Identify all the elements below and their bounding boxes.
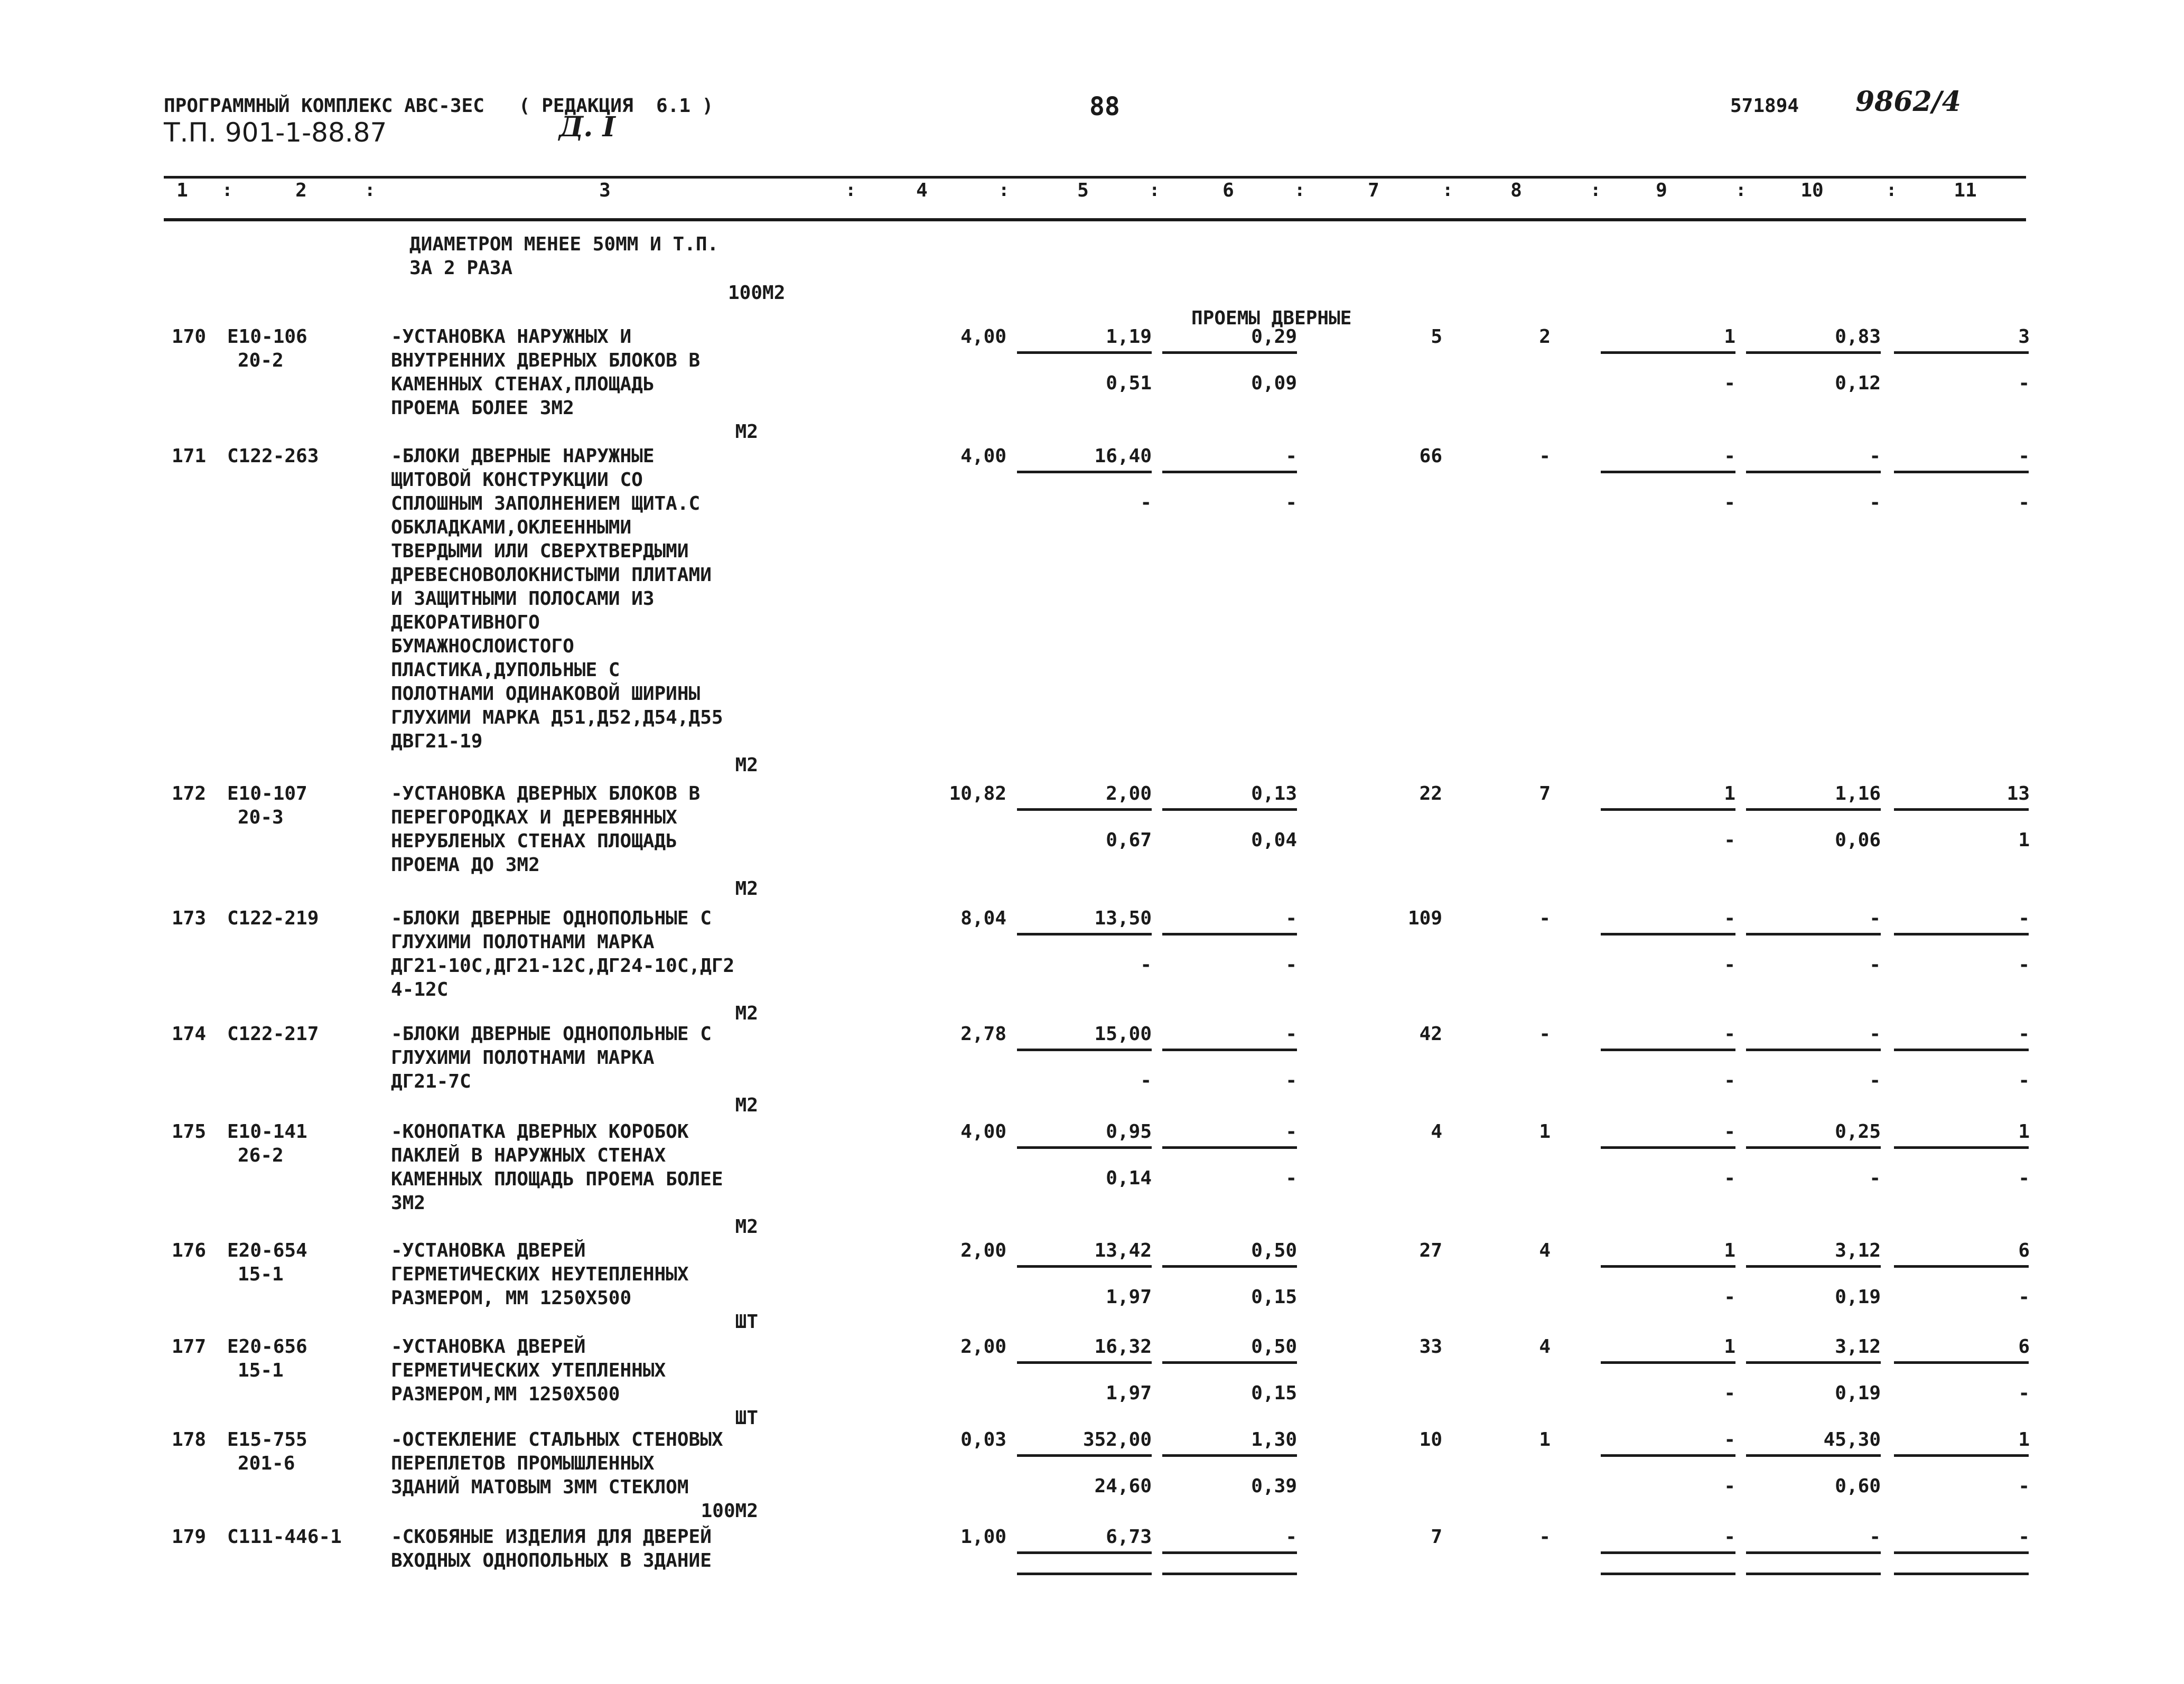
cell-col-4: 1,00 [960, 1526, 1006, 1548]
work-description: И ЗАЩИТНЫМИ ПОЛОСАМИ ИЗ [391, 588, 655, 610]
cell-col-6: - [1285, 1121, 1297, 1143]
cell-col-11: 1 [2018, 1429, 2030, 1451]
unit-of-measure: М2 [735, 421, 758, 443]
cell-col-10: - [1869, 1526, 1881, 1548]
cell-col-5: 13,50 [1094, 908, 1152, 929]
cell-col-6-lower: 0,15 [1251, 1382, 1297, 1404]
work-description: ДВГ21-19 [391, 731, 483, 752]
work-description: ВНУТРЕННИХ ДВЕРНЫХ БЛОКОВ В [391, 350, 701, 371]
column-number: 1 [176, 180, 188, 201]
work-description: ТВЕРДЫМИ ИЛИ СВЕРХТВЕРДЫМИ [391, 540, 689, 562]
cell-col-5: 2,00 [1106, 783, 1152, 804]
document-code: 571894 [1730, 95, 1799, 117]
cell-divider-rule [1746, 1361, 1881, 1364]
cell-col-11-lower: - [2018, 1382, 2030, 1404]
cell-col-9-lower: - [1724, 954, 1735, 976]
cell-col-5-lower: 1,97 [1106, 1286, 1152, 1308]
column-separator: : [222, 180, 233, 201]
cell-divider-rule [1017, 471, 1152, 473]
cell-col-9: 1 [1724, 783, 1735, 804]
row-number: 173 [172, 908, 207, 929]
work-description: ПЕРЕПЛЕТОВ ПРОМЫШЛЕННЫХ [391, 1453, 655, 1474]
cell-col-5: 16,40 [1094, 445, 1152, 467]
cell-col-9-lower: - [1724, 1070, 1735, 1091]
work-description: -БЛОКИ ДВЕРНЫЕ ОДНОПОЛЬНЫЕ С [391, 1023, 712, 1045]
cell-col-10-lower: - [1869, 1167, 1881, 1189]
cell-col-11: - [2018, 1023, 2030, 1045]
cell-col-6: - [1285, 1526, 1297, 1548]
cell-col-6: - [1285, 445, 1297, 467]
work-description: ДГ21-10С,ДГ21-12С,ДГ24-10С,ДГ2 [391, 955, 735, 977]
cell-col-9: - [1724, 1121, 1735, 1143]
work-description: ПЕРЕГОРОДКАХ И ДЕРЕВЯННЫХ [391, 807, 677, 828]
cell-col-9-lower: - [1724, 1475, 1735, 1497]
cell-divider-rule [1894, 1049, 2029, 1051]
cell-divider-rule [1601, 1361, 1735, 1364]
work-description: ПОЛОТНАМИ ОДИНАКОВОЙ ШИРИНЫ [391, 683, 701, 705]
cell-col-6: 0,29 [1251, 326, 1297, 348]
page-number: 88 [1089, 92, 1120, 121]
work-description: ГЛУХИМИ ПОЛОТНАМИ МАРКА [391, 931, 655, 953]
work-description: ВХОДНЫХ ОДНОПОЛЬНЫХ В ЗДАНИЕ [391, 1550, 712, 1571]
cell-col-4: 2,78 [960, 1023, 1006, 1045]
cell-col-7: 22 [1419, 783, 1442, 804]
cell-col-5: 0,95 [1106, 1121, 1152, 1143]
column-number: 8 [1510, 180, 1522, 201]
cell-col-5: 16,32 [1094, 1336, 1152, 1358]
cell-col-8: 4 [1539, 1240, 1551, 1261]
cell-divider-rule [1746, 1049, 1881, 1051]
section-title: ПРОЕМЫ ДВЕРНЫЕ [1191, 307, 1352, 329]
cell-col-11: 1 [2018, 1121, 2030, 1143]
cell-col-10-lower: - [1869, 954, 1881, 976]
column-number: 11 [1954, 180, 1977, 201]
cell-divider-rule [1746, 808, 1881, 811]
cell-col-8: - [1539, 1023, 1551, 1045]
price-code-sub: 20-2 [238, 350, 284, 371]
cell-divider-rule [1894, 808, 2029, 811]
cell-col-5: 6,73 [1106, 1526, 1152, 1548]
cell-divider-rule [1162, 1454, 1297, 1457]
cell-col-8: 4 [1539, 1336, 1551, 1358]
work-description: ГЕРМЕТИЧЕСКИХ НЕУТЕПЛЕННЫХ [391, 1264, 689, 1285]
column-number: 4 [916, 180, 928, 201]
work-description: ЩИТОВОЙ КОНСТРУКЦИИ СО [391, 469, 643, 491]
cell-divider-rule [1601, 1454, 1735, 1457]
row-number: 172 [172, 783, 207, 804]
cell-col-4: 4,00 [960, 445, 1006, 467]
cell-col-9: - [1724, 1429, 1735, 1451]
cell-col-11: - [2018, 1526, 2030, 1548]
column-number: 2 [295, 180, 307, 201]
work-description: ПРОЕМА БОЛЕЕ 3М2 [391, 397, 574, 419]
work-description: -УСТАНОВКА ДВЕРЕЙ [391, 1336, 586, 1358]
cell-col-6-lower: - [1285, 954, 1297, 976]
work-description: 3М2 [391, 1192, 426, 1214]
cell-divider-rule [1601, 351, 1735, 354]
cell-divider-rule [1017, 1573, 1152, 1575]
cell-divider-rule [1017, 1146, 1152, 1149]
cell-col-10-lower: 0,19 [1835, 1286, 1881, 1308]
column-number: 10 [1800, 180, 1824, 201]
cell-col-6-lower: - [1285, 1070, 1297, 1091]
cell-divider-rule [1894, 1361, 2029, 1364]
unit-of-measure: ШТ [735, 1407, 758, 1429]
work-description: РАЗМЕРОМ,ММ 1250Х500 [391, 1383, 620, 1405]
work-description: КАМЕННЫХ ПЛОЩАДЬ ПРОЕМА БОЛЕЕ [391, 1168, 723, 1190]
cell-col-7: 5 [1431, 326, 1442, 348]
cell-col-5: 352,00 [1082, 1429, 1152, 1451]
cell-divider-rule [1746, 1146, 1881, 1149]
cell-col-4: 4,00 [960, 326, 1006, 348]
column-number: 5 [1077, 180, 1089, 201]
column-number: 7 [1368, 180, 1379, 201]
cell-col-10: 45,30 [1823, 1429, 1881, 1451]
cell-col-7: 27 [1419, 1240, 1442, 1261]
cell-divider-rule [1746, 1454, 1881, 1457]
cell-col-5-lower: 0,51 [1106, 372, 1152, 394]
column-separator: : [1735, 180, 1747, 201]
cell-col-4: 2,00 [960, 1336, 1006, 1358]
cell-col-6: - [1285, 908, 1297, 929]
cell-col-11-lower: - [2018, 1167, 2030, 1189]
cell-col-9: - [1724, 908, 1735, 929]
cell-col-6-lower: 0,09 [1251, 372, 1297, 394]
cell-divider-rule [1162, 351, 1297, 354]
row-number: 176 [172, 1240, 207, 1261]
cell-col-7: 7 [1431, 1526, 1442, 1548]
column-separator: : [1149, 180, 1160, 201]
work-description: -СКОБЯНЫЕ ИЗДЕЛИЯ ДЛЯ ДВЕРЕЙ [391, 1526, 712, 1548]
cell-col-9: 1 [1724, 1336, 1735, 1358]
cell-col-10: 3,12 [1835, 1240, 1881, 1261]
unit-of-measure: М2 [735, 1094, 758, 1116]
work-description: -ОСТЕКЛЕНИЕ СТАЛЬНЫХ СТЕНОВЫХ [391, 1429, 723, 1451]
cell-col-4: 8,04 [960, 908, 1006, 929]
cell-col-11: 6 [2018, 1336, 2030, 1358]
cell-divider-rule [1746, 933, 1881, 935]
price-code: С122-217 [227, 1023, 319, 1045]
cell-divider-rule [1601, 1265, 1735, 1268]
cell-col-4: 4,00 [960, 1121, 1006, 1143]
column-separator: : [1886, 180, 1897, 201]
cell-divider-rule [1894, 351, 2029, 354]
unit-of-measure: М2 [735, 1216, 758, 1238]
cell-col-7: 109 [1407, 908, 1442, 929]
cell-col-11-lower: - [2018, 492, 2030, 513]
row-number: 171 [172, 445, 207, 467]
cell-col-11-lower: - [2018, 1070, 2030, 1091]
cell-col-6-lower: - [1285, 492, 1297, 513]
cell-divider-rule [1017, 933, 1152, 935]
cell-col-7: 66 [1419, 445, 1442, 467]
cell-divider-rule [1601, 933, 1735, 935]
cell-divider-rule [1746, 1551, 1881, 1554]
price-code: С111-446-1 [227, 1526, 342, 1548]
price-code: С122-219 [227, 908, 319, 929]
work-description: ПРОЕМА ДО 3М2 [391, 854, 540, 876]
cell-divider-rule [1017, 808, 1152, 811]
row-number: 170 [172, 326, 207, 348]
cell-col-5-lower: 0,67 [1106, 829, 1152, 851]
unit-of-measure: 100М2 [701, 1500, 758, 1522]
price-code: Е10-106 [227, 326, 307, 348]
cell-col-6-lower: - [1285, 1167, 1297, 1189]
cell-divider-rule [1894, 1265, 2029, 1268]
cell-col-10: 1,16 [1835, 783, 1881, 804]
cell-col-6: 1,30 [1251, 1429, 1297, 1451]
row-number: 178 [172, 1429, 207, 1451]
work-description: ГЛУХИМИ МАРКА Д51,Д52,Д54,Д55 [391, 707, 723, 728]
cell-col-10-lower: 0,12 [1835, 372, 1881, 394]
cell-divider-rule [1162, 933, 1297, 935]
work-description: ДГ21-7С [391, 1071, 471, 1092]
project-number: Т.П. 901-1-88.87 [164, 117, 387, 148]
cell-divider-rule [1017, 1361, 1152, 1364]
cell-col-4: 0,03 [960, 1429, 1006, 1451]
continuation-line: ЗА 2 РАЗА [409, 257, 513, 279]
inventory-number: 9862/4 [1855, 86, 1961, 118]
work-description: ДЕКОРАТИВНОГО [391, 612, 540, 633]
column-separator: : [1590, 180, 1601, 201]
cell-col-9: 1 [1724, 1240, 1735, 1261]
price-code-sub: 201-6 [238, 1453, 295, 1474]
cell-divider-rule [1162, 1049, 1297, 1051]
column-separator: : [845, 180, 856, 201]
cell-divider-rule [1601, 1146, 1735, 1149]
cell-col-6: 0,50 [1251, 1240, 1297, 1261]
row-number: 179 [172, 1526, 207, 1548]
cell-col-7: 42 [1419, 1023, 1442, 1045]
column-separator: : [1294, 180, 1305, 201]
cell-col-10-lower: 0,19 [1835, 1382, 1881, 1404]
cell-divider-rule [1162, 1265, 1297, 1268]
cell-col-9-lower: - [1724, 1286, 1735, 1308]
cell-col-10-lower: 0,60 [1835, 1475, 1881, 1497]
cell-col-11-lower: - [2018, 372, 2030, 394]
cell-divider-rule [1746, 1573, 1881, 1575]
program-header: ПРОГРАММНЫЙ КОМПЛЕКС АВС-3ЕС ( РЕДАКЦИЯ 6.1 ) [164, 95, 714, 117]
cell-col-9: - [1724, 1023, 1735, 1045]
cell-col-6: - [1285, 1023, 1297, 1045]
cell-divider-rule [1017, 351, 1152, 354]
unit-of-measure: М2 [735, 878, 758, 900]
cell-divider-rule [1894, 471, 2029, 473]
work-description: РАЗМЕРОМ, ММ 1250Х500 [391, 1287, 632, 1309]
column-separator: : [998, 180, 1010, 201]
cell-col-10-lower: - [1869, 1070, 1881, 1091]
work-description: СПЛОШНЫМ ЗАПОЛНЕНИЕМ ЩИТА.С [391, 493, 701, 514]
cell-col-5: 13,42 [1094, 1240, 1152, 1261]
column-number: 6 [1222, 180, 1234, 201]
work-description: ПЛАСТИКА,ДУПОЛЬНЫЕ С [391, 659, 620, 681]
cell-col-9-lower: - [1724, 1167, 1735, 1189]
column-separator: : [1442, 180, 1453, 201]
cell-col-6-lower: 0,15 [1251, 1286, 1297, 1308]
price-code-sub: 20-3 [238, 807, 284, 828]
cell-col-4: 2,00 [960, 1240, 1006, 1261]
cell-col-10-lower: - [1869, 492, 1881, 513]
price-code: Е10-107 [227, 783, 307, 804]
cell-col-8: - [1539, 1526, 1551, 1548]
cell-col-10: 3,12 [1835, 1336, 1881, 1358]
work-description: ОБКЛАДКАМИ,ОКЛЕЕННЫМИ [391, 517, 632, 538]
cell-col-4: 10,82 [949, 783, 1006, 804]
cell-col-5-lower: - [1140, 954, 1152, 976]
cell-col-10: - [1869, 445, 1881, 467]
work-description: БУМАЖНОСЛОИСТОГО [391, 635, 574, 657]
cell-divider-rule [1162, 471, 1297, 473]
cell-divider-rule [1017, 1265, 1152, 1268]
cell-col-5-lower: - [1140, 1070, 1152, 1091]
price-code: Е10-141 [227, 1121, 307, 1143]
work-description: 4-12С [391, 979, 449, 1000]
work-description: -УСТАНОВКА ДВЕРЕЙ [391, 1240, 586, 1261]
cell-col-6: 0,13 [1251, 783, 1297, 804]
price-code-sub: 15-1 [238, 1360, 284, 1381]
work-description: -УСТАНОВКА НАРУЖНЫХ И [391, 326, 632, 348]
price-code-sub: 15-1 [238, 1264, 284, 1285]
unit-of-measure: М2 [735, 754, 758, 776]
cell-divider-rule [1601, 1551, 1735, 1554]
cell-col-11-lower: - [2018, 1475, 2030, 1497]
cell-col-6-lower: 0,04 [1251, 829, 1297, 851]
cell-divider-rule [1017, 1551, 1152, 1554]
price-code: Е20-654 [227, 1240, 307, 1261]
column-separator: : [365, 180, 376, 201]
work-description: -УСТАНОВКА ДВЕРНЫХ БЛОКОВ В [391, 783, 701, 804]
cell-col-5-lower: - [1140, 492, 1152, 513]
cell-col-8: 1 [1539, 1121, 1551, 1143]
cell-divider-rule [1601, 808, 1735, 811]
cell-divider-rule [1162, 1551, 1297, 1554]
album-mark: Д. I [559, 111, 615, 143]
cell-divider-rule [1017, 1049, 1152, 1051]
cell-col-8: 2 [1539, 326, 1551, 348]
cell-col-9-lower: - [1724, 1382, 1735, 1404]
cell-col-8: - [1539, 908, 1551, 929]
table-header-rule [164, 218, 2026, 221]
cell-col-11-lower: - [2018, 954, 2030, 976]
cell-col-9-lower: - [1724, 372, 1735, 394]
cell-divider-rule [1746, 471, 1881, 473]
cell-divider-rule [1162, 1573, 1297, 1575]
work-description: -БЛОКИ ДВЕРНЫЕ НАРУЖНЫЕ [391, 445, 655, 467]
unit-of-measure: М2 [735, 1003, 758, 1024]
cell-col-7: 4 [1431, 1121, 1442, 1143]
cell-divider-rule [1162, 1361, 1297, 1364]
cell-col-6-lower: 0,39 [1251, 1475, 1297, 1497]
column-number: 9 [1656, 180, 1667, 201]
unit-of-measure: ШТ [735, 1311, 758, 1333]
work-description: ЗДАНИЙ МАТОВЫМ 3ММ СТЕКЛОМ [391, 1476, 689, 1498]
cell-col-11-lower: 1 [2018, 829, 2030, 851]
price-code: С122-263 [227, 445, 319, 467]
cell-divider-rule [1746, 1265, 1881, 1268]
work-description: ГЕРМЕТИЧЕСКИХ УТЕПЛЕННЫХ [391, 1360, 666, 1381]
work-description: -КОНОПАТКА ДВЕРНЫХ КОРОБОК [391, 1121, 689, 1143]
cell-col-10: - [1869, 1023, 1881, 1045]
cell-col-10: - [1869, 908, 1881, 929]
cell-col-8: 7 [1539, 783, 1551, 804]
cell-col-9: - [1724, 445, 1735, 467]
price-code-sub: 26-2 [238, 1145, 284, 1166]
cell-col-5-lower: 0,14 [1106, 1167, 1152, 1189]
cell-col-9: 1 [1724, 326, 1735, 348]
cell-divider-rule [1017, 1454, 1152, 1457]
cell-col-9-lower: - [1724, 829, 1735, 851]
cell-col-11: 6 [2018, 1240, 2030, 1261]
row-number: 174 [172, 1023, 207, 1045]
cell-col-11-lower: - [2018, 1286, 2030, 1308]
cell-col-9-lower: - [1724, 492, 1735, 513]
cell-col-10: 0,83 [1835, 326, 1881, 348]
row-number: 175 [172, 1121, 207, 1143]
cell-divider-rule [1601, 1049, 1735, 1051]
cell-col-6: 0,50 [1251, 1336, 1297, 1358]
cell-divider-rule [1162, 808, 1297, 811]
cell-col-8: - [1539, 445, 1551, 467]
cell-divider-rule [1162, 1146, 1297, 1149]
work-description: -БЛОКИ ДВЕРНЫЕ ОДНОПОЛЬНЫЕ С [391, 908, 712, 929]
price-code: Е15-755 [227, 1429, 307, 1451]
cell-col-7: 33 [1419, 1336, 1442, 1358]
cell-col-5: 15,00 [1094, 1023, 1152, 1045]
work-description: ДРЕВЕСНОВОЛОКНИСТЫМИ ПЛИТАМИ [391, 564, 712, 586]
column-number: 3 [599, 180, 611, 201]
cell-col-5: 1,19 [1106, 326, 1152, 348]
work-description: ГЛУХИМИ ПОЛОТНАМИ МАРКА [391, 1047, 655, 1069]
cell-col-11: - [2018, 908, 2030, 929]
cell-col-7: 10 [1419, 1429, 1442, 1451]
cell-divider-rule [1894, 1573, 2029, 1575]
cell-col-8: 1 [1539, 1429, 1551, 1451]
continuation-line: ДИАМЕТРОМ МЕНЕЕ 50ММ И Т.П. [409, 233, 719, 255]
work-description: КАМЕННЫХ СТЕНАХ,ПЛОЩАДЬ [391, 373, 655, 395]
cell-divider-rule [1894, 1454, 2029, 1457]
cell-col-5-lower: 24,60 [1094, 1475, 1152, 1497]
work-description: НЕРУБЛЕНЫХ СТЕНАХ ПЛОЩАДЬ [391, 830, 677, 852]
cell-col-11: 3 [2018, 326, 2030, 348]
cell-divider-rule [1894, 1146, 2029, 1149]
cell-divider-rule [1894, 933, 2029, 935]
cell-col-9: - [1724, 1526, 1735, 1548]
row-number: 177 [172, 1336, 207, 1358]
price-code: Е20-656 [227, 1336, 307, 1358]
cell-divider-rule [1601, 1573, 1735, 1575]
work-description: ПАКЛЕЙ В НАРУЖНЫХ СТЕНАХ [391, 1145, 666, 1166]
cell-col-11: - [2018, 445, 2030, 467]
continuation-unit: 100М2 [728, 282, 786, 304]
cell-divider-rule [1746, 351, 1881, 354]
cell-col-10: 0,25 [1835, 1121, 1881, 1143]
cell-col-11: 13 [2006, 783, 2030, 804]
cell-divider-rule [1601, 471, 1735, 473]
cell-divider-rule [1894, 1551, 2029, 1554]
cell-col-5-lower: 1,97 [1106, 1382, 1152, 1404]
cell-col-10-lower: 0,06 [1835, 829, 1881, 851]
